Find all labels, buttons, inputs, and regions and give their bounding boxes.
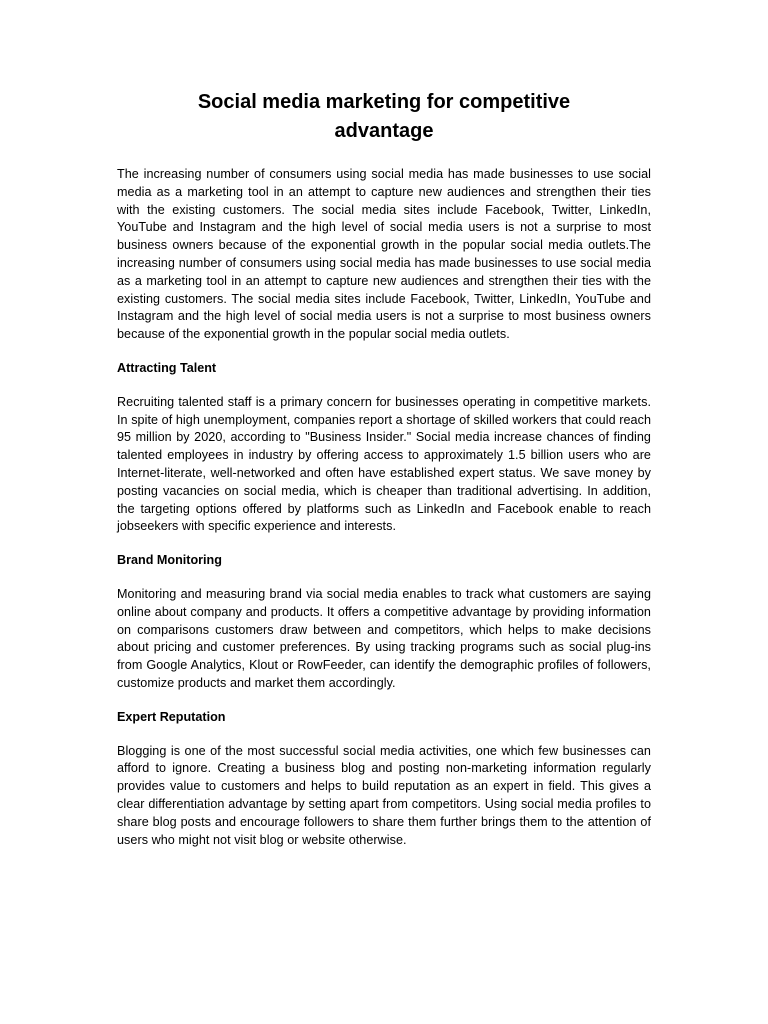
section-attracting-talent xyxy=(117,360,651,536)
section-paragraph: Monitoring and measuring brand via social media enables to track what customers are saying online about company and products. It offers a competitive advantage by providing information on comparisons customers draw between and competitors, which helps to make decisions about pricing and customer preferences. By using tracking programs such as social plug-ins from Google Analytics, Klout or RowFeeder, can identify the demographic profiles of followers, customize products and market them accordingly. xyxy=(117,586,651,690)
section-paragraph: Recruiting talented staff is a primary concern for businesses operating in competitive markets. In spite of high unemployment, companies report a shortage of skilled workers that could reach 95 million by 2020, according to "Business Insider." Social media increase chances of finding talented employees in industry by offering access to approximately 1.5 billion users who are Internet-literate, well-networked and often have established expert status. We save money by posting vacancies on social media, which is cheaper than traditional advertising. In addition, the targeting options offered by platforms such as LinkedIn and Facebook enable to reach jobseekers with specific experience and interests. xyxy=(117,394,651,534)
section-expert-reputation xyxy=(117,709,651,850)
section-paragraph: Blogging is one of the most successful social media activities, one which few businesses can afford to ignore. Creating a business blog and posting non-marketing information regularly provides value to customers and helps to build reputation as an expert in field. This gives a clear differentiation advantage by setting apart from competitors. Using social media profiles to share blog posts and encourage followers to share them further brings them to the attention of users who might not visit blog or website otherwise. xyxy=(117,743,651,847)
document-title: Social media marketing for competitive advantage xyxy=(197,91,571,142)
section-heading: Attracting Talent xyxy=(117,360,217,375)
section-heading: Expert Reputation xyxy=(117,709,226,724)
intro-paragraph: The increasing number of consumers using social media has made businesses to use social media as a marketing tool in an attempt to capture new audiences and strengthen their ties with the existing customers. The social media sites include Facebook, Twitter, LinkedIn, YouTube and Instagram and the high level of social media users is not a surprise to most business owners because of the exponential growth in the popular social media outlets.The increasing number of consumers using social media has made businesses to use social media as a marketing tool in an attempt to capture new audiences and strengthen their ties with the existing customers. The social media sites include Facebook, Twitter, LinkedIn, YouTube and Instagram and the high level of social media users is not a surprise to most business owners because of the exponential growth in the popular social media outlets. xyxy=(117,167,651,342)
section-brand-monitoring xyxy=(117,552,651,693)
document-page xyxy=(117,88,651,849)
section-heading: Brand Monitoring xyxy=(117,553,222,568)
